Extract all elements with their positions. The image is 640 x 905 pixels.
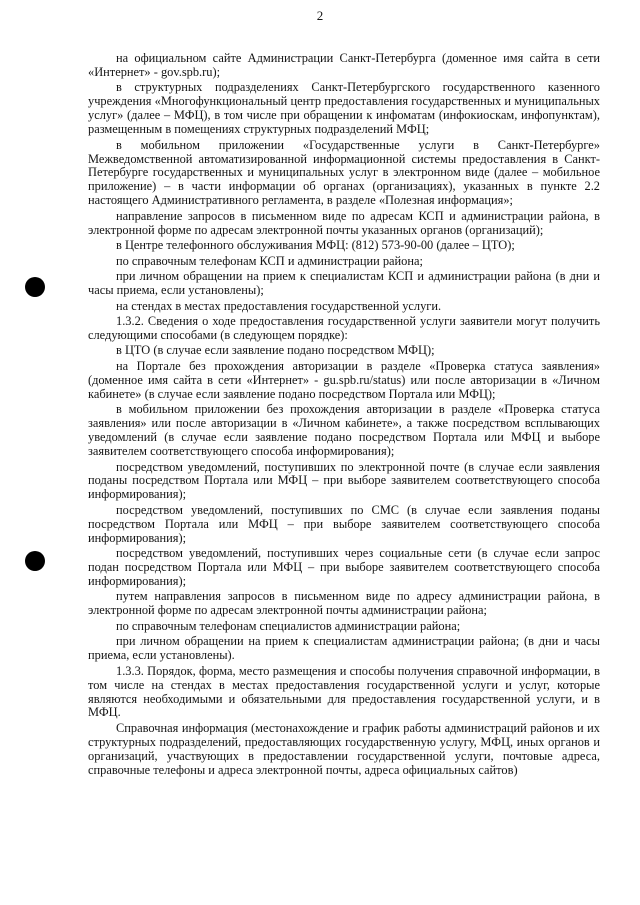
section-paragraph: 1.3.2. Сведения о ходе предоставления государственной услуги заявители могут получить следующими способами (в следующем порядке): <box>88 314 600 342</box>
punch-hole-mark <box>25 551 45 571</box>
paragraph: при личном обращении на прием к специалистам КСП и администрации района (в дни и часы приема, если установлены); <box>88 269 600 298</box>
paragraph: на Портале без прохождения авторизации в разделе «Проверка статуса заявления» (доменное имя сайта в сети «Интернет» - gu.spb.ru/status) или после авторизации в «Личном кабинете» (в случае если заявление подано посредством Портала или МФЦ); <box>88 358 600 401</box>
paragraph: в мобильном приложении «Государственные услуги в Санкт-Петербурге» Межведомственной автоматизированной информационной системы предоставления в Санкт-Петербурге государственных и муниципальных услуг в электронном виде (далее – мобильное приложение) – в части информации об органах (организациях), указанных в пункте 2.2 настоящего Административного регламента, в разделе «Полезная информация»; <box>88 137 600 208</box>
paragraph: Справочная информация (местонахождение и график работы администраций районов и их структурных подразделений, предоставляющих государственную услугу, МФЦ, иных органов и организаций, участвующих в предоставлении государственной услуги, почтовые адреса, справочные телефоны и адреса электронной почты, адреса официальных сайтов) <box>88 720 600 777</box>
paragraph: посредством уведомлений, поступивших через социальные сети (в случае если запрос подан посредством Портала или МФЦ – при выборе заявителем соответствующего способа информирования); <box>88 546 600 588</box>
paragraph: в мобильном приложении без прохождения авторизации в разделе «Проверка статуса заявления» или после авторизации в «Личном кабинете», а также посредством всплывающих уведомлений (в случае если заявление подано посредством Портала или МФЦ и выборе заявителем соответствующего способа информирования); <box>88 402 600 458</box>
paragraph: направление запросов в письменном виде по адресам КСП и администрации района, в электронной форме по адресам электронной почты указанных органов (организаций); <box>88 208 600 237</box>
paragraph: при личном обращении на прием к специалистам администрации района; (в дни и часы приема, если установлены). <box>88 634 600 663</box>
paragraph: по справочным телефонам специалистов администрации района; <box>116 618 461 633</box>
paragraph: в структурных подразделениях Санкт-Петербургского государственного казенного учреждения «Многофункциональный центр предоставления государственных и муниципальных услуг» (далее – МФЦ), в том числе при обращении к инфоматам (инфокиоскам, инфопунктам), размещенным в помещениях структурных подразделений МФЦ; <box>88 80 600 137</box>
paragraph: на стендах в местах предоставления государственной услуги. <box>116 298 442 313</box>
page-number: 2 <box>316 8 324 23</box>
paragraph: на официальном сайте Администрации Санкт-Петербурга (доменное имя сайта в сети «Интернет» - gov.spb.ru); <box>88 51 600 79</box>
paragraph: посредством уведомлений, поступивших по СМС (в случае если заявления поданы посредством Портала или МФЦ – при выборе заявителем соответствующего способа информирования); <box>88 502 600 545</box>
document-body <box>88 52 600 779</box>
punch-hole-mark <box>25 277 45 297</box>
paragraph: посредством уведомлений, поступивших по электронной почте (в случае если заявления поданы посредством Портала или МФЦ – при выборе заявителем соответствующего способа информирования); <box>88 459 600 502</box>
paragraph: в Центре телефонного обслуживания МФЦ: (812) 573-90-00 (далее – ЦТО); <box>116 238 515 253</box>
paragraph: путем направления запросов в письменном виде по адресу администрации района, в электронной форме по адресам электронной почты администрации района; <box>88 589 600 618</box>
paragraph: по справочным телефонам КСП и администрации района; <box>116 253 423 268</box>
paragraph: в ЦТО (в случае если заявление подано посредством МФЦ); <box>116 343 435 358</box>
section-paragraph: 1.3.3. Порядок, форма, место размещения и способы получения справочной информации, в том числе на стендах в местах предоставления государственной услуги и услуг, которые являются необходимыми и обязательными для предоставления государственной услуги, и в МФЦ. <box>88 663 600 720</box>
